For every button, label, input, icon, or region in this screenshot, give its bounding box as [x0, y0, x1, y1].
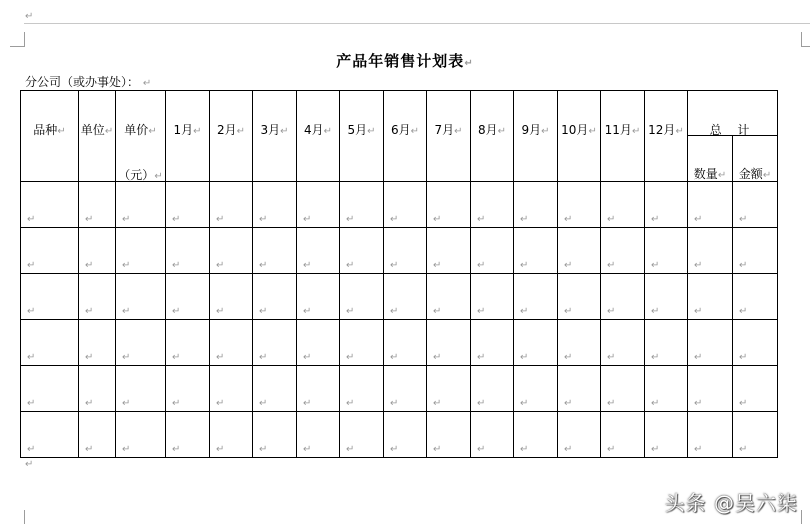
cell-paragraph-mark: ↵ [520, 214, 529, 225]
cell-paragraph-mark: ↵ [27, 306, 36, 317]
after-table-paragraph-mark: ↵ [25, 459, 34, 470]
table-row [21, 228, 778, 274]
table-cell[interactable] [558, 366, 601, 412]
table-cell[interactable] [645, 182, 688, 228]
table-cell[interactable] [427, 228, 471, 274]
table-cell[interactable] [384, 182, 427, 228]
table-cell[interactable] [79, 228, 116, 274]
cell-paragraph-mark: ↵ [346, 398, 355, 409]
table-cell[interactable] [21, 228, 79, 274]
cell-paragraph-mark: ↵ [607, 306, 616, 317]
table-cell[interactable] [116, 274, 166, 320]
cell-paragraph-mark: ↵ [651, 306, 660, 317]
margin-corner-top-right [801, 32, 810, 47]
table-cell[interactable] [427, 320, 471, 366]
cell-paragraph-mark: ↵ [303, 260, 312, 271]
cell-paragraph-mark: ↵ [27, 352, 36, 363]
cell-paragraph-mark: ↵ [564, 352, 573, 363]
cell-paragraph-mark: ↵ [346, 306, 355, 317]
cell-paragraph-mark: ↵ [216, 398, 225, 409]
table-cell[interactable] [645, 320, 688, 366]
top-paragraph-mark: ↵ [25, 11, 34, 22]
table-cell[interactable] [733, 366, 778, 412]
table-cell[interactable] [116, 366, 166, 412]
table-cell[interactable] [514, 412, 558, 458]
table-cell[interactable] [253, 320, 297, 366]
cell-paragraph-mark: ↵ [122, 306, 131, 317]
header-quantity[interactable]: 数量↵ [688, 136, 733, 182]
cell-paragraph-mark: ↵ [85, 214, 94, 225]
table-cell[interactable] [166, 366, 210, 412]
cell-paragraph-mark: ↵ [27, 398, 36, 409]
cell-paragraph-mark: ↵ [390, 214, 399, 225]
header-month-10[interactable]: 10月↵ [558, 91, 601, 182]
cell-paragraph-mark: ↵ [122, 260, 131, 271]
table-cell[interactable] [166, 412, 210, 458]
margin-corner-bottom-left [10, 510, 25, 524]
cell-paragraph-mark: ↵ [694, 214, 703, 225]
cell-paragraph-mark: ↵ [122, 444, 131, 455]
cell-paragraph-mark: ↵ [739, 260, 748, 271]
table-cell[interactable] [558, 412, 601, 458]
table-cell[interactable] [297, 182, 340, 228]
cell-paragraph-mark: ↵ [85, 260, 94, 271]
cell-paragraph-mark: ↵ [390, 398, 399, 409]
table-cell[interactable] [645, 228, 688, 274]
cell-paragraph-mark: ↵ [27, 214, 36, 225]
header-month-9[interactable]: 9月↵ [514, 91, 558, 182]
table-cell[interactable] [340, 366, 384, 412]
cell-paragraph-mark: ↵ [216, 444, 225, 455]
table-cell[interactable] [340, 182, 384, 228]
table-cell[interactable] [79, 412, 116, 458]
cell-paragraph-mark: ↵ [172, 214, 181, 225]
header-month-8[interactable]: 8月↵ [471, 91, 514, 182]
cell-paragraph-mark: ↵ [303, 352, 312, 363]
table-cell[interactable] [79, 320, 116, 366]
cell-paragraph-mark: ↵ [216, 214, 225, 225]
cell-paragraph-mark: ↵ [564, 306, 573, 317]
cell-paragraph-mark: ↵ [85, 352, 94, 363]
table-cell[interactable] [297, 274, 340, 320]
table-cell[interactable] [688, 228, 733, 274]
table-cell[interactable] [384, 228, 427, 274]
cell-paragraph-mark: ↵ [477, 260, 486, 271]
cell-paragraph-mark: ↵ [259, 444, 268, 455]
table-row [21, 182, 778, 228]
table-cell[interactable] [21, 274, 79, 320]
table-cell[interactable] [733, 228, 778, 274]
cell-paragraph-mark: ↵ [172, 306, 181, 317]
table-cell[interactable] [427, 182, 471, 228]
cell-paragraph-mark: ↵ [303, 214, 312, 225]
table-cell[interactable] [384, 320, 427, 366]
table-cell[interactable] [514, 182, 558, 228]
table-cell[interactable] [601, 366, 645, 412]
cell-paragraph-mark: ↵ [122, 214, 131, 225]
cell-paragraph-mark: ↵ [27, 260, 36, 271]
table-cell[interactable] [471, 274, 514, 320]
table-cell[interactable] [558, 228, 601, 274]
table-cell[interactable] [733, 320, 778, 366]
header-month-2[interactable]: 2月↵ [210, 91, 253, 182]
cell-paragraph-mark: ↵ [390, 260, 399, 271]
table-cell[interactable] [116, 182, 166, 228]
table-cell[interactable] [558, 320, 601, 366]
cell-paragraph-mark: ↵ [564, 444, 573, 455]
cell-paragraph-mark: ↵ [694, 352, 703, 363]
table-cell[interactable] [688, 366, 733, 412]
header-month-7[interactable]: 7月↵ [427, 91, 471, 182]
cell-paragraph-mark: ↵ [433, 214, 442, 225]
header-unit-price[interactable]: 单价↵ （元）↵ [116, 91, 166, 182]
table-cell[interactable] [514, 366, 558, 412]
cell-paragraph-mark: ↵ [520, 260, 529, 271]
cell-paragraph-mark: ↵ [303, 306, 312, 317]
table-cell[interactable] [21, 320, 79, 366]
cell-paragraph-mark: ↵ [607, 398, 616, 409]
cell-paragraph-mark: ↵ [259, 306, 268, 317]
cell-paragraph-mark: ↵ [739, 214, 748, 225]
cell-paragraph-mark: ↵ [477, 214, 486, 225]
table-cell[interactable] [79, 182, 116, 228]
table-cell[interactable] [166, 320, 210, 366]
table-cell[interactable] [297, 412, 340, 458]
cell-paragraph-mark: ↵ [564, 214, 573, 225]
header-month-3[interactable]: 3月↵ [253, 91, 297, 182]
table-cell[interactable] [210, 182, 253, 228]
cell-paragraph-mark: ↵ [85, 306, 94, 317]
table-cell[interactable] [340, 274, 384, 320]
table-cell[interactable] [688, 182, 733, 228]
table-cell[interactable] [558, 274, 601, 320]
table-cell[interactable] [79, 274, 116, 320]
table-cell[interactable] [601, 320, 645, 366]
table-cell[interactable] [297, 320, 340, 366]
cell-paragraph-mark: ↵ [346, 444, 355, 455]
table-cell[interactable] [21, 182, 79, 228]
table-cell[interactable] [384, 412, 427, 458]
table-cell[interactable] [514, 228, 558, 274]
cell-paragraph-mark: ↵ [172, 352, 181, 363]
table-cell[interactable] [253, 182, 297, 228]
table-cell[interactable] [116, 228, 166, 274]
cell-paragraph-mark: ↵ [739, 306, 748, 317]
cell-paragraph-mark: ↵ [651, 398, 660, 409]
watermark-text: 头条 @吴六柒 [664, 491, 798, 515]
table-cell[interactable] [645, 366, 688, 412]
table-cell[interactable] [253, 274, 297, 320]
table-cell[interactable] [558, 182, 601, 228]
table-cell[interactable] [688, 320, 733, 366]
cell-paragraph-mark: ↵ [259, 352, 268, 363]
cell-paragraph-mark: ↵ [433, 444, 442, 455]
table-cell[interactable] [733, 182, 778, 228]
table-cell[interactable] [688, 412, 733, 458]
cell-paragraph-mark: ↵ [216, 352, 225, 363]
cell-paragraph-mark: ↵ [122, 398, 131, 409]
header-month-1[interactable]: 1月↵ [166, 91, 210, 182]
header-product[interactable]: 品种↵ [21, 91, 79, 182]
table-cell[interactable] [427, 412, 471, 458]
cell-paragraph-mark: ↵ [346, 260, 355, 271]
margin-corner-top-left [10, 32, 25, 47]
table-row [21, 366, 778, 412]
table-cell[interactable] [253, 412, 297, 458]
table-cell[interactable] [384, 366, 427, 412]
header-month-11[interactable]: 11月↵ [601, 91, 645, 182]
table-cell[interactable] [253, 228, 297, 274]
cell-paragraph-mark: ↵ [607, 214, 616, 225]
table-cell[interactable] [21, 412, 79, 458]
sales-plan-table [20, 90, 778, 458]
cell-paragraph-mark: ↵ [259, 398, 268, 409]
table-cell[interactable] [733, 412, 778, 458]
cell-paragraph-mark: ↵ [694, 398, 703, 409]
cell-paragraph-mark: ↵ [564, 260, 573, 271]
cell-paragraph-mark: ↵ [477, 352, 486, 363]
cell-paragraph-mark: ↵ [651, 260, 660, 271]
cell-paragraph-mark: ↵ [390, 352, 399, 363]
table-cell[interactable] [733, 274, 778, 320]
header-month-4[interactable]: 4月↵ [297, 91, 340, 182]
table-cell[interactable] [601, 412, 645, 458]
cell-paragraph-mark: ↵ [651, 444, 660, 455]
table-cell[interactable] [166, 182, 210, 228]
table-cell[interactable] [340, 412, 384, 458]
table-cell[interactable] [514, 320, 558, 366]
cell-paragraph-mark: ↵ [303, 444, 312, 455]
cell-paragraph-mark: ↵ [122, 352, 131, 363]
cell-paragraph-mark: ↵ [433, 398, 442, 409]
cell-paragraph-mark: ↵ [85, 444, 94, 455]
header-unit[interactable]: 单位↵ [79, 91, 116, 182]
table-cell[interactable] [514, 274, 558, 320]
cell-paragraph-mark: ↵ [259, 214, 268, 225]
table-cell[interactable] [471, 182, 514, 228]
cell-paragraph-mark: ↵ [216, 306, 225, 317]
table-cell[interactable] [210, 274, 253, 320]
table-cell[interactable] [601, 182, 645, 228]
table-cell[interactable] [210, 366, 253, 412]
cell-paragraph-mark: ↵ [477, 444, 486, 455]
table-cell[interactable] [471, 320, 514, 366]
table-cell[interactable] [297, 366, 340, 412]
table-cell[interactable] [21, 366, 79, 412]
table-cell[interactable] [427, 366, 471, 412]
table-cell[interactable] [166, 228, 210, 274]
cell-paragraph-mark: ↵ [85, 398, 94, 409]
table-cell[interactable] [340, 320, 384, 366]
cell-paragraph-mark: ↵ [520, 444, 529, 455]
cell-paragraph-mark: ↵ [172, 398, 181, 409]
cell-paragraph-mark: ↵ [739, 352, 748, 363]
table-cell[interactable] [340, 228, 384, 274]
document-title: 产品年销售计划表↵ [336, 52, 474, 70]
table-cell[interactable] [645, 412, 688, 458]
header-month-12[interactable]: 12月↵ [645, 91, 688, 182]
cell-paragraph-mark: ↵ [607, 444, 616, 455]
table-cell[interactable] [384, 274, 427, 320]
table-cell[interactable] [116, 412, 166, 458]
header-row [21, 91, 778, 136]
table-row [21, 320, 778, 366]
header-month-5[interactable]: 5月↵ [340, 91, 384, 182]
cell-paragraph-mark: ↵ [259, 260, 268, 271]
cell-paragraph-mark: ↵ [694, 444, 703, 455]
cell-paragraph-mark: ↵ [520, 352, 529, 363]
cell-paragraph-mark: ↵ [607, 352, 616, 363]
cell-paragraph-mark: ↵ [346, 214, 355, 225]
cell-paragraph-mark: ↵ [27, 444, 36, 455]
cell-paragraph-mark: ↵ [390, 444, 399, 455]
cell-paragraph-mark: ↵ [694, 306, 703, 317]
cell-paragraph-mark: ↵ [477, 398, 486, 409]
table-cell[interactable] [297, 228, 340, 274]
cell-paragraph-mark: ↵ [172, 444, 181, 455]
cell-paragraph-mark: ↵ [694, 260, 703, 271]
table-cell[interactable] [116, 320, 166, 366]
cell-paragraph-mark: ↵ [433, 260, 442, 271]
cell-paragraph-mark: ↵ [651, 214, 660, 225]
cell-paragraph-mark: ↵ [346, 352, 355, 363]
cell-paragraph-mark: ↵ [172, 260, 181, 271]
margin-corner-bottom-right [801, 510, 810, 524]
table-cell[interactable] [471, 228, 514, 274]
table-cell[interactable] [471, 412, 514, 458]
table-row [21, 274, 778, 320]
table-cell[interactable] [210, 412, 253, 458]
cell-paragraph-mark: ↵ [477, 306, 486, 317]
table-cell[interactable] [166, 274, 210, 320]
table-cell[interactable] [645, 274, 688, 320]
cell-paragraph-mark: ↵ [564, 398, 573, 409]
table-cell[interactable] [210, 228, 253, 274]
page-top-rule [24, 23, 810, 24]
cell-paragraph-mark: ↵ [651, 352, 660, 363]
table-cell[interactable] [210, 320, 253, 366]
branch-label: 分公司（或办事处）： ↵ [25, 75, 152, 89]
table-cell[interactable] [79, 366, 116, 412]
table-row [21, 412, 778, 458]
cell-paragraph-mark: ↵ [303, 398, 312, 409]
cell-paragraph-mark: ↵ [433, 352, 442, 363]
cell-paragraph-mark: ↵ [433, 306, 442, 317]
header-total[interactable]: 总 计 [688, 91, 778, 136]
header-month-6[interactable]: 6月↵ [384, 91, 427, 182]
cell-paragraph-mark: ↵ [739, 444, 748, 455]
cell-paragraph-mark: ↵ [739, 398, 748, 409]
table-cell[interactable] [471, 366, 514, 412]
header-amount[interactable]: 金额↵ [733, 136, 778, 182]
cell-paragraph-mark: ↵ [216, 260, 225, 271]
cell-paragraph-mark: ↵ [520, 398, 529, 409]
table-cell[interactable] [688, 274, 733, 320]
cell-paragraph-mark: ↵ [607, 260, 616, 271]
cell-paragraph-mark: ↵ [390, 306, 399, 317]
table-cell[interactable] [601, 228, 645, 274]
table-cell[interactable] [601, 274, 645, 320]
table-cell[interactable] [427, 274, 471, 320]
table-cell[interactable] [253, 366, 297, 412]
cell-paragraph-mark: ↵ [520, 306, 529, 317]
